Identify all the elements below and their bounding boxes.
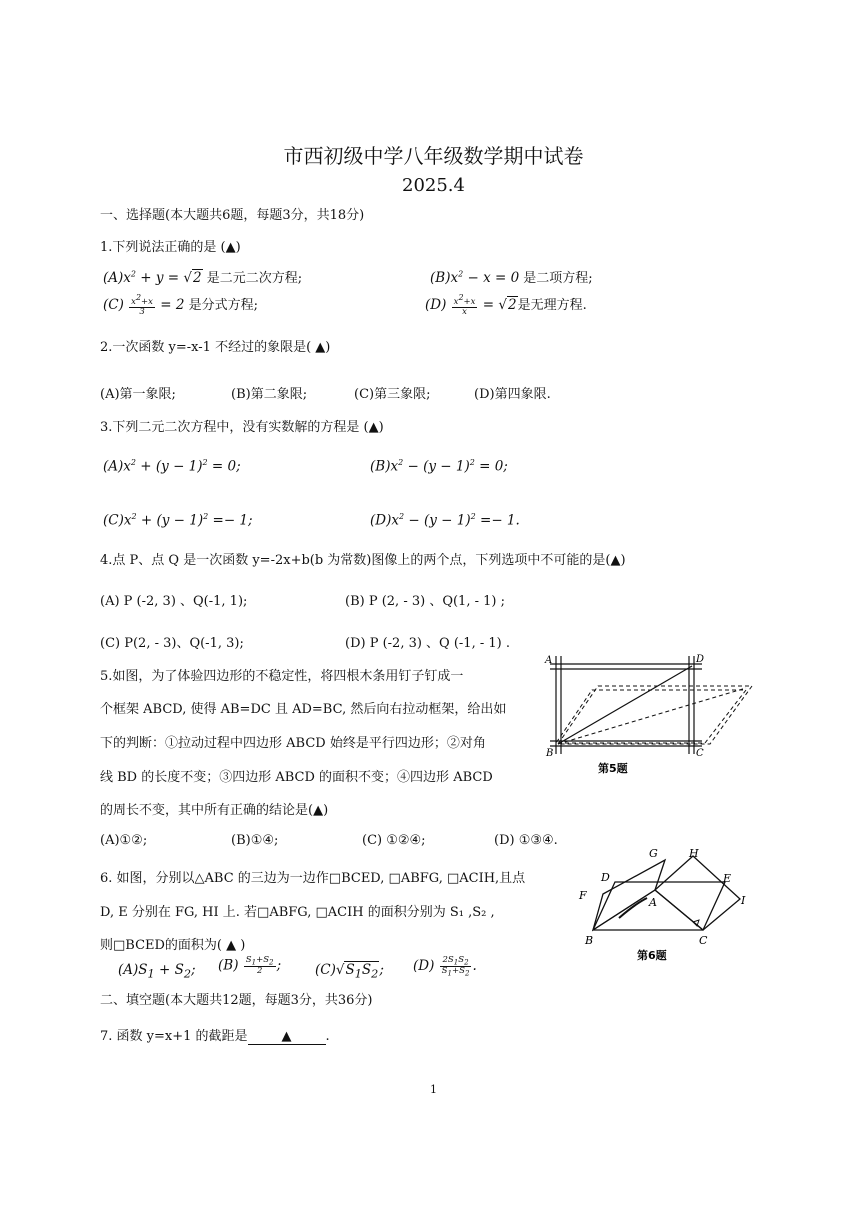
q2-option-d: (D)第四象限. [474, 387, 551, 402]
q6-option-d: (D) $\frac{2S_1S_2}{S_1+S_2}$ . [413, 955, 477, 978]
q1-option-d: (D) $\frac{x^2+x}{x}$ = √2是无理方程. [425, 293, 587, 317]
q5-line-3: 下的判断：①拉动过程中四边形 ABCD 始终是平行四边形；②对角 [100, 736, 486, 751]
fig5-pulled-diagonal [558, 688, 746, 744]
fig6-parallelogram-acih [655, 856, 740, 930]
q4-option-d: (D) P (-2, 3) 、Q (-1, - 1) . [345, 636, 510, 651]
fig6-angle-mark [619, 898, 647, 918]
q4-option-a: (A) P (-2, 3) 、Q(-1, 1); [100, 594, 248, 609]
q4-option-b: (B) P (2, - 3) 、Q(1, - 1) ; [345, 594, 505, 609]
fig6-label-b: B [585, 934, 594, 947]
fig6-label-e: E [723, 872, 732, 885]
q1-option-c-text: 是分式方程; [184, 298, 258, 313]
fig6-caption: 第6题 [637, 949, 667, 962]
q5-option-b: (B)①④; [231, 833, 279, 848]
q6-line-1: 6. 如图，分别以△ABC 的三边为一边作□BCED, □ABFG, □ACIH,且点 [100, 871, 526, 886]
q6-option-b: (B) $\frac{S_1+S_2}{2}$ ; [218, 955, 282, 977]
fig5-label-d: D [696, 654, 705, 665]
exam-title: 市西初级中学八年级数学期中试卷 [283, 144, 584, 168]
q6-line-2: D, E 分别在 FG, HI 上. 若□ABFG, □ACIH 的面积分别为 S₁ ,S₂ , [100, 905, 495, 920]
q7-end: . [325, 1029, 330, 1044]
q5-line-2: 个框架 ABCD, 使得 AB=DC 且 AD=BC, 然后向右拉动框架，给出如 [100, 702, 507, 717]
fig6-label-c: C [699, 934, 708, 947]
q5-line-5: 的周长不变，其中所有正确的结论是(▲) [100, 803, 329, 818]
fig6-label-i: I [741, 894, 746, 907]
q4-option-c: (C) P(2, - 3)、Q(-1, 3); [100, 636, 244, 651]
q1-option-c: (C) $\frac{x^2+x}{3}$ = 2 是分式方程; [103, 293, 258, 317]
q3-option-c: $(C)x^2 + (y - 1)^2 =- 1$; [103, 512, 253, 529]
q5-option-a: (A)①②; [100, 833, 148, 848]
q6-line-3: 则□BCED的面积为( ▲ ) [100, 938, 246, 953]
q2-option-c: (C)第三象限; [354, 387, 431, 402]
fig6-label-d: D [601, 871, 610, 884]
fig6-triangle-abc [593, 890, 703, 930]
q1-option-b-text: 是二项方程; [519, 271, 593, 286]
q3-option-b: $(B)x^2 - (y - 1)^2 = 0$; [370, 458, 508, 475]
q1-option-a-text: 是二元二次方程; [202, 271, 303, 286]
fig5-label-b: B [546, 748, 554, 759]
q7-blank: ▲ [248, 1029, 326, 1045]
section-2-heading: 二、填空题(本大题共12题，每题3分，共36分) [100, 993, 373, 1008]
q2-stem: 2.一次函数 y=-x-1 不经过的象限是( ▲) [100, 340, 331, 355]
q2-option-a: (A)第一象限; [100, 387, 176, 402]
fig6-label-h: H [689, 847, 699, 860]
fig5-label-a: A [545, 655, 553, 666]
q5-option-c: (C) ①②④; [362, 833, 426, 848]
page-number: 1 [430, 1083, 437, 1096]
q5-option-d: (D) ①③④. [494, 833, 558, 848]
q7 [100, 1025, 330, 1045]
q1-option-a: $(A)x^2 + y = √2$ 是二元二次方程; [103, 269, 303, 286]
exam-date: 2025.4 [402, 175, 465, 196]
q2-option-b: (B)第二象限; [231, 387, 308, 402]
q5-figure [540, 648, 755, 778]
q1-stem: 1.下列说法正确的是 (▲) [100, 240, 241, 255]
q1-option-d-text: 是无理方程. [517, 298, 587, 313]
q5-line-1: 5.如图，为了体验四边形的不稳定性，将四根木条用钉子钉成一 [100, 669, 464, 684]
fig5-pulled-frame-2 [556, 690, 746, 743]
q6-option-c: $(C)√S_1S_2$; [315, 962, 384, 981]
fig5-caption: 第5题 [598, 762, 628, 775]
fig6-label-f: F [579, 889, 587, 902]
q3-option-d: $(D)x^2 - (y - 1)^2 =- 1$. [370, 512, 520, 529]
fig6-label-a: A [649, 896, 657, 909]
q4-stem: 4.点 P、点 Q 是一次函数 y=-2x+b(b 为常数)图像上的两个点，下列选项中不可能的是(▲) [100, 553, 626, 568]
q3-stem: 3.下列二元二次方程中，没有实数解的方程是 (▲) [100, 420, 384, 435]
q6-option-a: $(A)S_1 + S_2$; [118, 962, 196, 981]
q7-stem: 7. 函数 y=x+1 的截距是 [100, 1029, 248, 1044]
q1-option-b: $(B)x^2 - x = 0$ 是二项方程; [430, 269, 593, 286]
q5-line-4: 线 BD 的长度不变；③四边形 ABCD 的面积不变；④四边形 ABCD [100, 770, 493, 785]
q3-option-a: $(A)x^2 + (y - 1)^2 = 0$; [103, 458, 241, 475]
q6-figure [575, 842, 760, 964]
fig6-label-g: G [649, 847, 658, 860]
fig5-label-c: C [696, 748, 704, 759]
section-1-heading: 一、选择题(本大题共6题，每题3分，共18分) [100, 208, 365, 223]
fig5-diagonal-bd [558, 666, 692, 744]
